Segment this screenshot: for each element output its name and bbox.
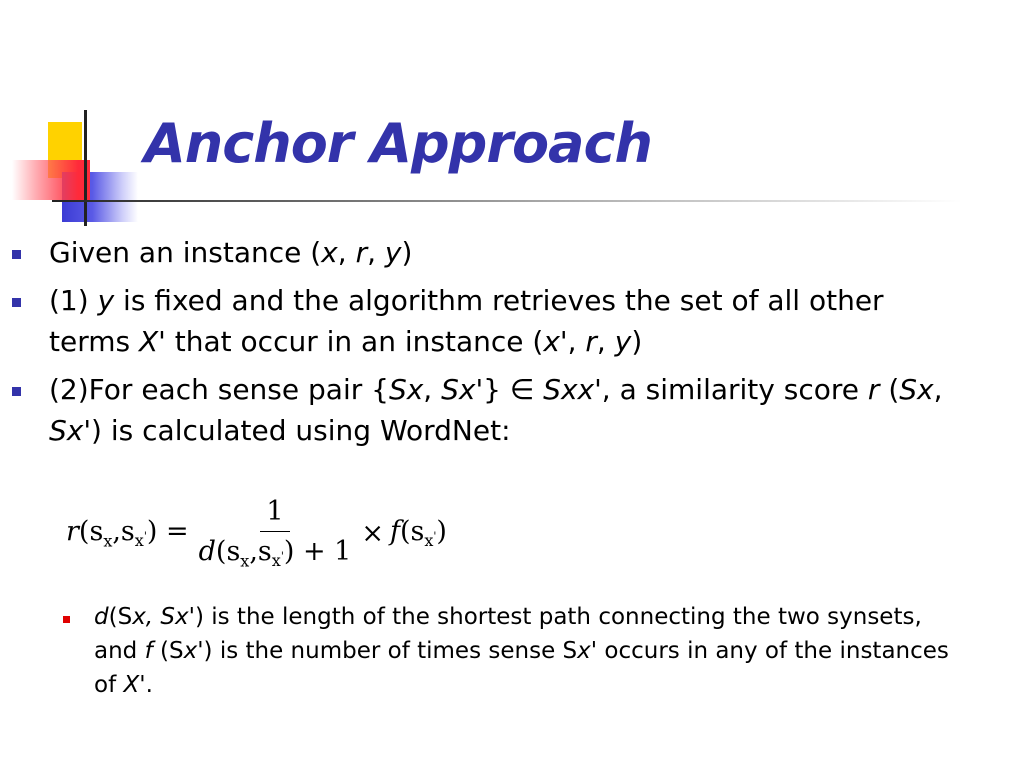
formula-denominator	[199, 532, 352, 570]
title-underline	[52, 200, 962, 202]
var-x-sx: x, Sx'	[132, 604, 195, 630]
formula-text: )	[436, 516, 447, 547]
formula-text: ) + 1	[283, 536, 352, 567]
text: (S	[152, 638, 184, 664]
var-sx-prime: Sx'	[49, 414, 92, 447]
text: ,	[337, 236, 356, 269]
sub-bullet-item-definitions	[0, 600, 964, 702]
formula-text: (s	[215, 536, 241, 567]
var-d: d	[94, 604, 109, 630]
var-x-prime: x'	[183, 638, 204, 664]
var-r: r	[585, 325, 597, 358]
formula-sub-text: x	[134, 531, 144, 551]
text: ) is the number of times sense S	[203, 638, 578, 664]
formula-fraction	[199, 496, 352, 570]
var-r: r	[355, 236, 368, 269]
formula-sub: x	[240, 551, 250, 571]
formula-sub	[424, 531, 436, 550]
text: (1)	[49, 284, 98, 317]
bullet-square-icon	[12, 387, 21, 396]
bullet-item-given	[0, 232, 949, 273]
text: ,	[423, 373, 442, 406]
text: )	[631, 325, 643, 358]
var-x-prime: x'	[577, 638, 598, 664]
slide-title: Anchor Approach	[144, 112, 652, 175]
text: that occur in an instance (	[165, 325, 544, 358]
bullet-square-icon	[12, 298, 21, 307]
logo-vertical-line	[84, 110, 87, 226]
formula-text: (s	[399, 516, 425, 547]
text: )	[401, 236, 413, 269]
logo-red-square	[12, 160, 90, 200]
formula-text: ) =	[146, 516, 189, 547]
var-sxx: Sxx'	[543, 373, 602, 406]
formula-numerator: 1	[260, 496, 289, 532]
formula-sub	[135, 531, 147, 550]
var-r: r	[867, 373, 880, 406]
var-y: y	[384, 236, 402, 269]
var-sx: Sx	[899, 373, 934, 406]
formula-sub-text: x	[271, 551, 281, 571]
text: ) is calculated using WordNet:	[91, 414, 511, 447]
similarity-formula	[66, 496, 447, 570]
var-x-prime: x'	[543, 325, 568, 358]
formula-rhs	[390, 516, 447, 550]
formula-f: f	[389, 516, 400, 547]
formula-lhs	[66, 516, 189, 550]
formula-d: d	[198, 536, 216, 567]
text: (S	[108, 604, 133, 630]
text: ,	[567, 325, 586, 358]
sub-bullet-list	[0, 600, 964, 702]
text: is fixed and the algorithm retrieves the set of all other terms	[49, 284, 884, 358]
var-y: y	[97, 284, 115, 317]
text: .	[145, 672, 153, 698]
text: ) is the length of the shortest path connecting the two synsets, and	[94, 604, 922, 664]
bullet-item-step1	[0, 280, 949, 362]
formula-sub	[272, 551, 284, 570]
formula-r: r	[66, 516, 79, 547]
formula-text: ,s	[249, 536, 272, 567]
var-sx: Sx	[388, 373, 424, 406]
text: Given an instance (	[49, 236, 322, 269]
text: (2)For each sense pair {	[49, 373, 389, 406]
text: ,	[933, 373, 943, 406]
formula-text: (s	[78, 516, 104, 547]
formula-sub: x	[103, 531, 113, 551]
text: occurs in any of the instances of	[94, 638, 949, 698]
formula-times: ×	[361, 517, 384, 549]
bullet-item-step2	[0, 369, 949, 451]
bullet-list	[0, 232, 1024, 458]
var-X: X'	[123, 672, 146, 698]
text: , a similarity score	[601, 373, 868, 406]
bullet-square-icon	[12, 250, 21, 259]
var-sx-prime: Sx'	[441, 373, 484, 406]
text: } ∈	[483, 373, 544, 406]
var-X: X'	[139, 325, 166, 358]
var-x: x	[321, 236, 338, 269]
var-y: y	[614, 325, 632, 358]
var-f: f	[144, 638, 153, 664]
text: ,	[596, 325, 615, 358]
formula-text: ,s	[112, 516, 135, 547]
formula-prime: '	[280, 550, 284, 564]
text: (	[879, 373, 900, 406]
bullet-square-icon	[63, 616, 70, 623]
formula-sub-text: x	[424, 531, 434, 551]
formula-prime: '	[143, 530, 147, 544]
formula-prime: '	[433, 530, 437, 544]
text: ,	[367, 236, 385, 269]
